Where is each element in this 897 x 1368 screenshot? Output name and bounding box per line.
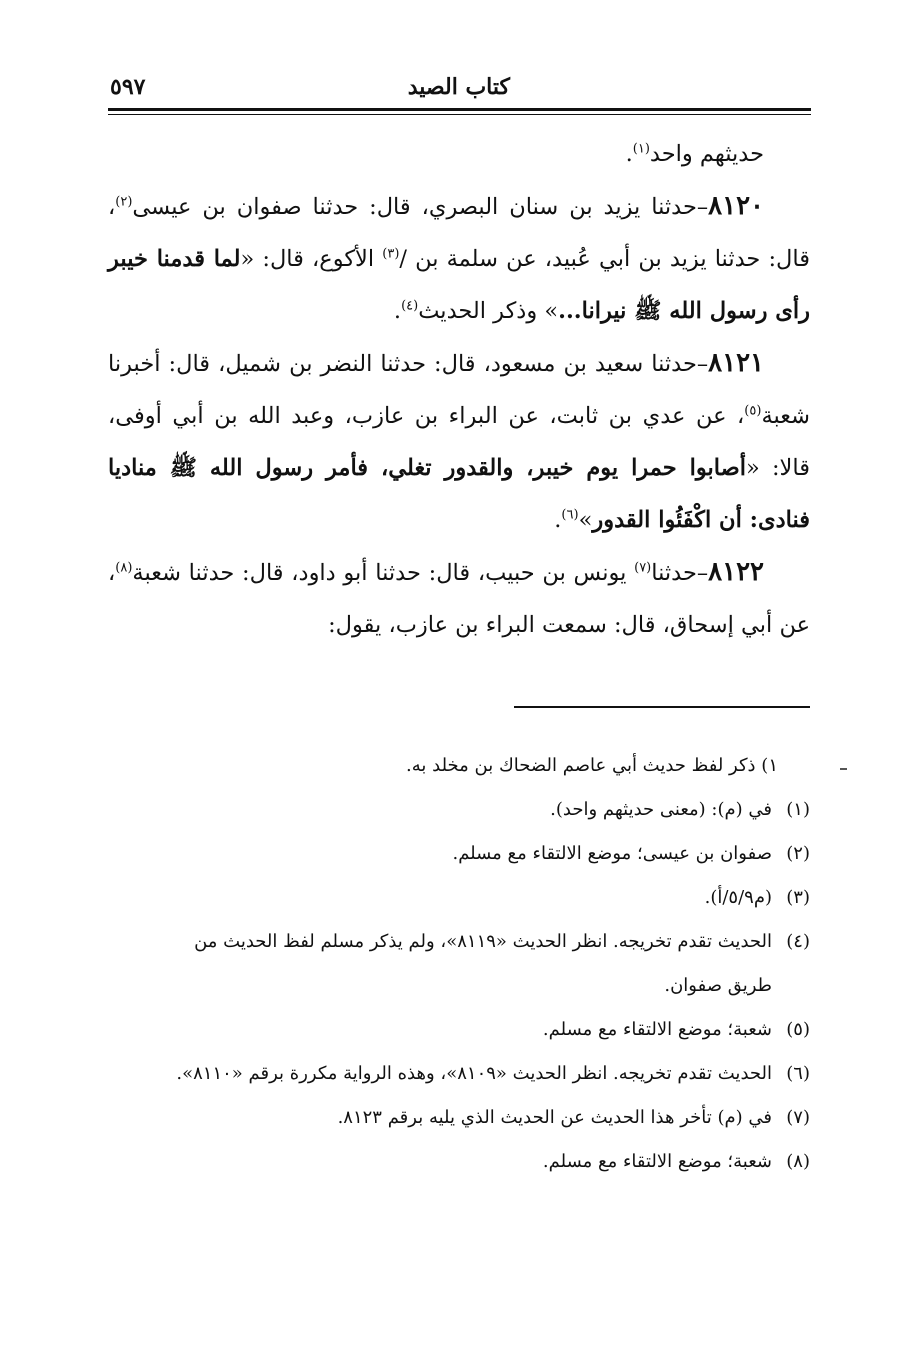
hadith-matn: أصابوا حمرا يوم خيبر، والقدور تغلي، فأمر رسول الله ﷺ مناديا فنادى: أن اكْفَئُوا القدور xyxy=(108,455,810,533)
footnote-ref: (٢) xyxy=(115,194,133,210)
footnote-7: (٧)في (م) تأخر هذا الحديث عن الحديث الذي يليه برقم ٨١٢٣. xyxy=(108,1096,810,1140)
footnote-number: (٨) xyxy=(786,1151,810,1172)
footnote-number: (١) xyxy=(786,799,810,820)
footnote-1: (١)في (م): (معنى حديثهم واحد). xyxy=(108,788,810,832)
hadith-8121: ٨١٢١–حدثنا سعيد بن مسعود، قال: حدثنا النضر بن شميل، قال: أخبرنا شعبة$^{(٥)}$، عن عدي بن ثابت، عن البراء بن عازب، وعبد الله بن أبي أوفى، قالا: «أصابوا حمرا يوم خيبر، والقدور تغلي، فأمر رسول الله ﷺ مناديا فنادى: أن اكْفَئُوا القدور»$^{(٦)}$. xyxy=(108,348,810,533)
hadith-8120: ٨١٢٠–حدثنا يزيد بن سنان البصري، قال: حدثنا صفوان بن عيسى$^{(٢)}$، قال: حدثنا يزيد بن أبي عُبيد، عن سلمة بن /$^{(٣)}$ الأكوع، قال: «لما قدمنا خيبر رأى رسول الله ﷺ نيرانا...» وذكر الحديث$^{(٤)}$. xyxy=(108,191,810,324)
footnote-4: (٤)الحديث تقدم تخريجه. انظر الحديث «٨١١٩»، ولم يذكر مسلم لفظ الحديث من xyxy=(108,920,810,964)
hadith-number: ٨١٢١ xyxy=(708,348,764,378)
continuation-line: حديثهم واحد$^{(١)}$. xyxy=(625,141,764,167)
page-number: ٥٩٧ xyxy=(110,74,146,100)
footnote-3: (٣)(م٥/٩/أ). xyxy=(108,876,810,920)
footnote-ref: (٨) xyxy=(115,560,133,576)
footnote-5: (٥)شعبة؛ موضع الالتقاء مع مسلم. xyxy=(108,1008,810,1052)
footnote-ref: (٣) xyxy=(382,246,400,262)
footnote-4-continuation: طريق صفوان. xyxy=(664,975,772,996)
footnote-number: (٥) xyxy=(786,1019,810,1040)
footnote-ref: (٥) xyxy=(744,403,762,419)
header-rule-thick xyxy=(108,108,811,111)
header-rule-thin xyxy=(108,114,811,115)
footnote-number: (٣) xyxy=(786,887,810,908)
main-text xyxy=(108,128,810,651)
carried-footnote: ١) ذكر لفظ حديث أبي عاصم الضحاك بن مخلد به. xyxy=(406,755,778,776)
hadith-matn: لما قدمنا خيبر رأى رسول الله ﷺ نيرانا... xyxy=(108,246,810,324)
margin-mark xyxy=(840,768,847,770)
footnote-ref: (١) xyxy=(632,141,650,157)
footnote-number: (٢) xyxy=(786,843,810,864)
hadith-number: ٨١٢٠ xyxy=(708,191,764,221)
footnote-ref: (٧) xyxy=(634,560,652,576)
footnote-ref: (٤) xyxy=(401,298,419,314)
chapter-title: كتاب الصيد xyxy=(407,74,510,100)
footnote-number: (٧) xyxy=(786,1107,810,1128)
footnote-ref: (٦) xyxy=(561,507,579,523)
running-header xyxy=(108,74,810,104)
footnote-number: (٤) xyxy=(786,931,810,952)
footnotes xyxy=(108,744,810,1184)
footnote-separator xyxy=(514,706,810,708)
hadith-number: ٨١٢٢ xyxy=(708,557,764,587)
footnote-2: (٢)صفوان بن عيسى؛ موضع الالتقاء مع مسلم. xyxy=(108,832,810,876)
footnote-8: (٨)شعبة؛ موضع الالتقاء مع مسلم. xyxy=(108,1140,810,1184)
hadith-8122: ٨١٢٢–حدثنا$^{(٧)}$ يونس بن حبيب، قال: حدثنا أبو داود، قال: حدثنا شعبة$^{(٨)}$، عن أبي إسحاق، قال: سمعت البراء بن عازب، يقول: xyxy=(108,557,810,638)
footnote-6: (٦)الحديث تقدم تخريجه. انظر الحديث «٨١٠٩»، وهذه الرواية مكررة برقم «٨١١٠». xyxy=(108,1052,810,1096)
footnote-number: (٦) xyxy=(786,1063,810,1084)
